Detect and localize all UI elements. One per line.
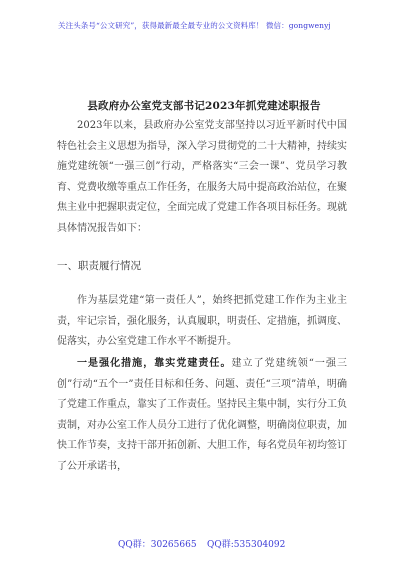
document-title: 县政府办公室党支部书记2023年抓党建述职报告 (87, 100, 321, 112)
point-lead: 一是强化措施，靠实党建责任。 (77, 358, 232, 369)
footer-qq-group-1: QQ群：30265665 (118, 540, 197, 550)
intro-paragraph: 2023年以来，县政府办公室党支部坚持以习近平新时代中国特色社会主义思想为指导，深入学习贯彻党的二十大精神，持续实施党建统领“一强三创”行动，严格落实“三会一课”、党员学习教育、党费收缴等重点工作任务，在服务大局中提高政治站位，在聚焦主业中把握职责定位，全面完成了党建工作各项目标任务。现就具体情况报告如下： (57, 120, 347, 234)
header-banner: 关注头条号“公文研究”，获得最新最全最专业的公文资料库！ 微信：gongwenyj (58, 21, 331, 30)
section-paragraph-duty: 作为基层党建“第一责任人”，始终把抓党建工作作为主业主责，牢记宗旨，强化服务，认真履职，明责任、定措施，抓调度、促落实，办公室党建工作水平不断提升。 (57, 295, 347, 348)
footer-qq-group-2: QQ群:535304092 (207, 540, 286, 550)
section-heading-duty: 一、职责履行情况 (57, 260, 141, 272)
point-body: 建立了党建统领“一强三创”行动“五个一”责任目标和任务、问题、责任“三项”清单，明确了党建工作重点，靠实了工作责任。坚持民主集中制，实行分工负责制，对办公室工作人员分工进行了优化调整，明确岗位职责，加快工作节奏，支持干部开拓创新、大胆工作，每名党员年初均签订了公开承诺书， (57, 358, 347, 472)
point-paragraph-measures (57, 354, 347, 478)
